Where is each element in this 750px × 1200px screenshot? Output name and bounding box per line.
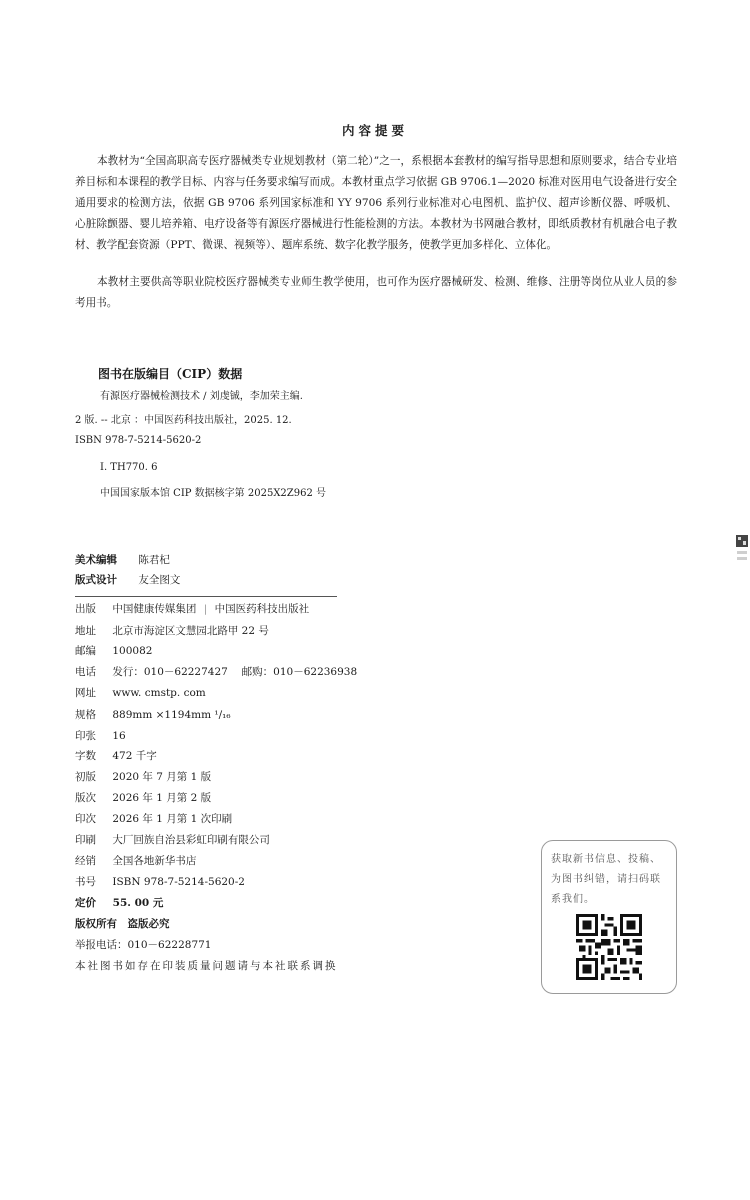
info-row-sheets	[75, 726, 126, 746]
info-value: ISBN 978-7-5214-5620-2	[112, 876, 245, 888]
credit-value: 友全图文	[138, 574, 181, 586]
info-row-website	[75, 683, 206, 703]
credit-value: 陈君杞	[138, 554, 170, 566]
price-label: 定价	[75, 897, 96, 909]
info-label: 地址	[75, 625, 96, 637]
credit-art-editor	[75, 552, 170, 567]
page-edge-mark-icon	[736, 535, 748, 567]
info-label: 版次	[75, 792, 96, 804]
info-label: 初版	[75, 771, 96, 783]
info-value: 全国各地新华书店	[112, 855, 197, 867]
publisher-separator: |	[203, 603, 208, 615]
info-row-edition	[75, 788, 211, 808]
qr-code-icon[interactable]	[576, 914, 642, 980]
info-value: 北京市海淀区文慧园北路甲 22 号	[112, 625, 269, 637]
info-label: 书号	[75, 876, 96, 888]
info-label: 字数	[75, 750, 96, 762]
info-row-phone	[75, 662, 357, 682]
info-row-price	[75, 893, 163, 913]
info-row-address	[75, 621, 269, 641]
info-row-distributor	[75, 851, 196, 871]
info-label: 印刷	[75, 834, 96, 846]
summary-paragraph-2: 本教材主要供高等职业院校医疗器械类专业师生教学使用，也可作为医疗器械研发、检测、维修、注册等岗位从业人员的参考用书。	[75, 276, 677, 309]
info-label: 网址	[75, 687, 96, 699]
info-row-publisher	[75, 599, 309, 619]
cip-heading: 图书在版编目（CIP）数据	[98, 367, 243, 381]
info-label: 出版	[75, 603, 96, 615]
info-label: 邮编	[75, 645, 96, 657]
divider	[75, 596, 337, 597]
copyright-line: 版权所有 盗版必究	[75, 918, 170, 930]
summary-paragraph-1: 本教材为“全国高职高专医疗器械类专业规划教材（第二轮）”之一，系根据本套教材的编写指导思想和原则要求，结合专业培养目标和本课程的教学目标、内容与任务要求编写而成。本教材重点学习依据 GB 9706.1—2020 标准对医用电气设备进行安全通用要求的检测方法，依据 GB 9706 系列国家标准和 YY 9706 系列行业标准对心电图机、监护仪、超声诊断仪器、呼吸机、心脏除颤器、婴儿培养箱、电疗设备等有源医疗器械进行性能检测的方法。本教材为书网融合教材，即纸质教材有机融合电子教材、教学配套资源（PPT、微课、视频等）、题库系统、数字化教学服务，使教学更加多样化、立体化。	[75, 155, 677, 251]
quality-note: 本社图书如存在印装质量问题请与本社联系调换	[75, 960, 338, 972]
info-value: 472 千字	[112, 750, 157, 762]
info-row-postcode	[75, 641, 152, 661]
info-label: 规格	[75, 709, 96, 721]
info-value: 大厂回族自治县彩虹印刷有限公司	[112, 834, 270, 846]
publisher-name: 中国医药科技出版社	[214, 603, 310, 615]
cip-isbn-line: ISBN 978-7-5214-5620-2	[75, 435, 202, 446]
info-row-format	[75, 705, 231, 725]
credit-label: 版式设计	[75, 574, 117, 586]
info-row-word-count	[75, 746, 157, 766]
info-value: 2020 年 7 月第 1 版	[112, 771, 212, 783]
hotline-line: 举报电话：010－62228771	[75, 939, 212, 951]
info-value: 100082	[112, 645, 153, 657]
info-row-printer	[75, 830, 270, 850]
cip-record-line: 中国国家版本馆 CIP 数据核字第 2025X2Z962 号	[100, 488, 327, 499]
info-value: 889mm ×1194mm ¹∕₁₆	[112, 709, 231, 721]
info-value: 发行：010－62227427 邮购：010－62236938	[112, 666, 358, 678]
info-label: 电话	[75, 666, 96, 678]
page-title: 内容提要	[341, 123, 408, 138]
info-label: 印张	[75, 730, 96, 742]
cip-title-line: 有源医疗器械检测技术 ∕ 刘虔铖，李加荣主编.	[100, 391, 303, 402]
credit-label: 美术编辑	[75, 554, 117, 566]
info-value: www. cmstp. com	[112, 687, 206, 699]
cip-classification-line: Ⅰ. TH770. 6	[100, 462, 158, 473]
info-value: 2026 年 1 月第 2 版	[112, 792, 212, 804]
price-value: 55. 00 元	[112, 897, 164, 909]
cip-edition-line: 2 版. -- 北京 ：中国医药科技出版社，2025. 12.	[75, 415, 292, 426]
info-row-first-edition	[75, 767, 211, 787]
qr-panel-text: 获取新书信息、投稿、为图书纠错，请扫码联系我们。	[551, 854, 661, 905]
info-label: 经销	[75, 855, 96, 867]
publisher-group: 中国健康传媒集团	[112, 603, 197, 615]
info-row-printing	[75, 809, 232, 829]
info-value: 2026 年 1 月第 1 次印刷	[112, 813, 233, 825]
info-value: 16	[112, 730, 126, 742]
info-row-isbn	[75, 872, 245, 892]
info-label: 印次	[75, 813, 96, 825]
credit-layout-design	[75, 572, 180, 587]
